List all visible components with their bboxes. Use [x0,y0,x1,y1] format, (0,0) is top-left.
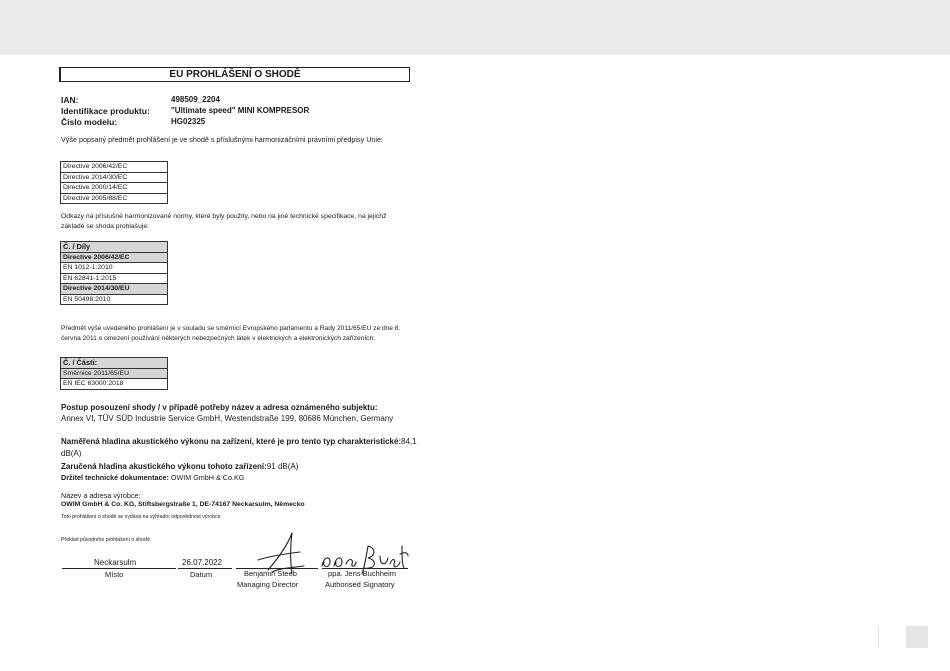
signer2-name: ppa. Jens Buchheim [328,569,396,578]
top-toolbar [0,0,950,55]
holder-label: Držitel technické dokumentace: [61,473,169,482]
date-value: 26.07.2022 [182,558,223,567]
rohs-table-header: Č. / Části: [61,358,168,369]
document-title: EU PROHLÁŠENÍ O SHODĚ [59,67,410,82]
rohs-row: EN IEC 63000:2018 [61,379,168,390]
rohs-row: Směrnice 2011/65/EU [61,368,168,379]
standards-row: EN 62841-1:2015 [61,273,168,284]
field-value-ian: 498509_2204 [171,95,220,104]
responsibility-note: Toto prohlášení o shodě se vydává na výhradní odpovědnost výrobce. [61,514,222,520]
standards-row: Directive 2014/30/EU [61,284,168,295]
field-value-model: HG02325 [171,117,206,126]
measured-noise [61,437,417,446]
guaranteed-noise-label: Zaručená hladina akustického výkonu tohoto zařízení: [61,462,267,471]
date-line [178,568,232,569]
manufacturer-label: Název a adresa výrobce: [61,491,141,500]
manufacturer-value: OWIM GmbH & Co. KG, Stiftsbergstraße 1, DE-74167 Neckarsulm, Německo [61,501,305,508]
signature-steeb [250,530,310,578]
signer2-role: Authorised Signatory [325,580,395,589]
measured-noise-label: Naměřená hladina akustického výkonu na zařízení, které je pro tento typ charakteristické: [61,437,402,446]
date-label: Datum [190,570,213,579]
footer-separator [878,626,879,648]
guaranteed-noise [61,462,298,471]
guaranteed-noise-value: 91 dB(A) [266,462,299,471]
place-label: Místo [105,570,124,579]
place-value: Neckarsulm [94,558,137,567]
directive-row: Directive 2006/42/EC [61,162,168,173]
standards-row: Directive 2006/42/EC [61,252,168,263]
documentation-holder [61,473,244,482]
signer1-name: Benjamin Steeb [244,569,297,578]
field-label-ian: IAN: [61,95,79,105]
field-value-product: "Ultimate speed" MINI KOMPRESOR [171,106,310,115]
directive-row: Directive 2005/88/EC [61,193,168,204]
procedure-value: Annex VI, TÜV SÜD Industrie Service GmbH, Westendstraße 199, 80686 München, Germany [61,414,394,423]
signer1-role: Managing Director [237,580,299,589]
standards-table-header: Č. / Díly [61,242,168,253]
procedure-label: Postup posouzení shody / v případě potřeby název a adresa oznámeného subjektu: [61,403,378,412]
directive-row: Directive 2000/14/EC [61,183,168,194]
measured-noise-unit: dB(A) [61,449,82,458]
intro-paragraph: Výše popsaný předmět prohlášení je ve shodě s příslušnými harmonizačními právními předpisy Unie: [61,135,383,144]
standards-table [60,241,168,305]
field-label-model: Číslo modelu: [61,117,118,127]
holder-value: OWIM GmbH & Co.KG [170,473,245,482]
rohs-table [60,357,168,390]
measured-noise-value: 84,1 [401,437,417,446]
standards-row: EN 1012-1:2010 [61,263,168,274]
place-line [62,568,176,569]
signature-buchheim [316,538,410,576]
directive-row: Directive 2014/30/EC [61,172,168,183]
field-label-product: Identifikace produktu: [61,106,150,116]
rohs-paragraph: Předmět výše uvedeného prohlášení je v souladu se směrnicí Evropského parlamentu a Rady 2011/65/EU ze dne 8. června 2011 o omezení používání některých nebezpečných látek v elektrických a elektronických zařízeních: [61,325,401,342]
translation-note: Překlad původního prohlášení o shodě [61,537,150,543]
standards-row: EN 50498:2010 [61,294,168,305]
standards-paragraph: Odkazy na příslušné harmonizované normy, které byly použity, nebo na jiné technické specifikace, na jejichž základě se shoda prohlašuje: [61,213,387,230]
page-nav-button[interactable] [906,626,928,648]
directives-table [60,161,168,204]
